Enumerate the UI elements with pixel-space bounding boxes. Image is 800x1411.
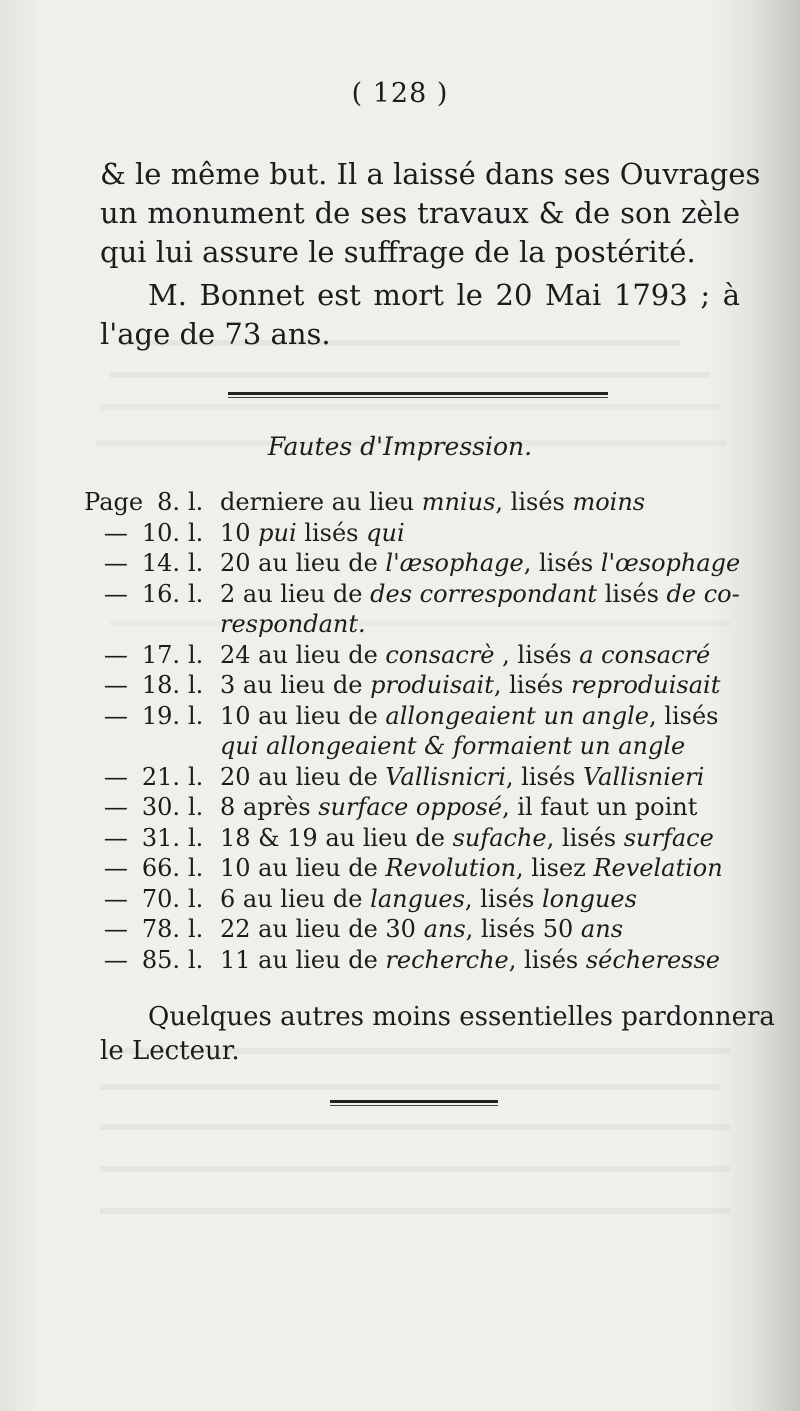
- errata-page-ref: [100, 579, 188, 610]
- errata-mid-text: , lisés: [508, 945, 586, 974]
- errata-row: [100, 914, 740, 945]
- errata-pre-text: 18 & 19 au lieu de: [220, 823, 453, 852]
- errata-wrong-text: sufache: [452, 823, 547, 852]
- errata-line-ref: l.: [188, 915, 204, 943]
- errata-mid-text: , lisés: [464, 884, 542, 913]
- errata-wrong-text: surface opposé: [318, 793, 503, 821]
- errata-pre-text: 10 au lieu de: [220, 701, 386, 730]
- errata-right-text: respondant.: [220, 610, 366, 638]
- errata-page-number: 31.: [141, 823, 180, 852]
- errata-correction: [220, 731, 740, 762]
- errata-page-number: 18.: [141, 671, 180, 699]
- page-number: ( 128 ): [351, 78, 449, 109]
- errata-wrong-text: des correspondant: [370, 579, 598, 608]
- errata-pre-text: 6 au lieu de: [220, 884, 371, 913]
- errata-right-text: qui allongeaient & formaient un angle: [220, 732, 686, 760]
- errata-pre-text: 8 après: [220, 793, 319, 821]
- errata-right-text: sécheresse: [585, 945, 720, 974]
- errata-page-ref: [100, 945, 188, 976]
- errata-right-text: de co-: [666, 579, 740, 608]
- errata-line-ref: l.: [188, 854, 204, 882]
- errata-pre-text: 20 au lieu de: [220, 549, 386, 577]
- errata-mid-text: , lisés: [649, 701, 719, 730]
- errata-row: [100, 701, 740, 732]
- errata-page-number: 8.: [157, 488, 180, 516]
- errata-pre-text: 24 au lieu de: [220, 640, 386, 669]
- errata-mid-text: lisés: [597, 579, 667, 608]
- paragraph-line: Quelques autres moins essentielles pardonnera: [148, 1002, 775, 1032]
- errata-page-ref: [100, 914, 188, 945]
- errata-correction: [220, 518, 740, 549]
- body-paragraph-1: [100, 155, 761, 272]
- errata-page-ref: [84, 487, 188, 518]
- errata-wrong-text: langues: [370, 884, 465, 913]
- errata-right-text: l'œsophage: [600, 549, 741, 577]
- errata-page-label: —: [103, 945, 128, 974]
- errata-page-ref: [100, 518, 188, 549]
- errata-pre-text: 10 au lieu de: [220, 854, 386, 882]
- errata-page-label: —: [103, 793, 128, 821]
- errata-correction: [220, 701, 740, 732]
- errata-pre-text: 22 au lieu de 30: [220, 915, 424, 943]
- errata-correction: [220, 914, 740, 945]
- paragraph-line: M. Bonnet est mort le 20 Mai 1793 ; à: [148, 278, 740, 312]
- errata-page-ref: [100, 701, 188, 732]
- paragraph-line: & le même but. Il a laissé dans ses Ouvrages: [100, 157, 761, 191]
- paragraph-line: un monument de ses travaux & de son zèle: [100, 196, 740, 230]
- errata-page-ref: [100, 548, 188, 579]
- errata-row: [100, 823, 740, 854]
- errata-page-number: 14.: [141, 549, 180, 577]
- errata-line-ref: [188, 609, 220, 640]
- errata-page-ref: [100, 884, 188, 915]
- errata-correction: [220, 609, 740, 640]
- errata-mid-text: , lisés: [505, 762, 583, 791]
- errata-mid-text: , il faut un point: [502, 793, 698, 821]
- errata-page-number: 78.: [141, 915, 180, 943]
- errata-pre-text: 20 au lieu de: [220, 762, 386, 791]
- errata-row: [100, 945, 740, 976]
- errata-correction: [220, 945, 740, 976]
- body-paragraph-2: [100, 276, 740, 354]
- errata-page-ref: [100, 853, 188, 884]
- errata-page-label: —: [103, 884, 128, 913]
- errata-mid-text: , lisés: [523, 549, 601, 577]
- errata-page-ref: [100, 670, 188, 701]
- errata-right-text: qui: [366, 518, 405, 547]
- errata-correction: [220, 884, 740, 915]
- errata-page-ref: [100, 823, 188, 854]
- errata-row: [100, 640, 740, 671]
- paragraph-line: l'age de 73 ans.: [100, 317, 331, 351]
- errata-row: [100, 670, 740, 701]
- errata-page-number: 10.: [141, 518, 180, 547]
- errata-mid-text: , lisés: [494, 640, 580, 669]
- errata-page-ref: [100, 762, 188, 793]
- errata-row: [100, 731, 740, 762]
- errata-mid-text: lisés: [296, 518, 367, 547]
- errata-correction: [220, 640, 740, 671]
- errata-page-label: —: [103, 579, 128, 608]
- errata-row: [100, 609, 740, 640]
- errata-right-text: Revelation: [593, 854, 723, 882]
- errata-page-label: —: [103, 915, 128, 943]
- errata-row: [100, 884, 740, 915]
- errata-right-text: longues: [542, 884, 637, 913]
- errata-row: [100, 792, 740, 823]
- errata-right-text: Vallisnieri: [583, 762, 705, 791]
- errata-page-label: —: [103, 823, 128, 852]
- errata-row: [100, 762, 740, 793]
- errata-pre-text: derniere au lieu: [220, 488, 422, 516]
- errata-line-ref: l.: [188, 518, 204, 547]
- errata-page-label: Page: [84, 488, 144, 516]
- errata-correction: [220, 579, 740, 610]
- errata-list: [84, 487, 741, 975]
- errata-mid-text: , lisés 50: [465, 915, 581, 943]
- paragraph-line: qui lui assure le suffrage de la postérité.: [100, 235, 696, 269]
- errata-wrong-text: Vallisnicri: [385, 762, 506, 791]
- errata-correction: [220, 670, 740, 701]
- errata-wrong-text: Revolution: [385, 854, 517, 882]
- errata-line-ref: l.: [188, 884, 204, 913]
- errata-correction: [220, 762, 740, 793]
- errata-page-label: —: [103, 762, 128, 791]
- errata-page-number: 19.: [141, 701, 180, 730]
- errata-line-ref: [188, 731, 220, 762]
- errata-wrong-text: produisait: [370, 671, 494, 699]
- errata-right-text: surface: [623, 823, 714, 852]
- errata-line-ref: l.: [188, 488, 204, 516]
- errata-wrong-text: pui: [258, 518, 297, 547]
- errata-right-text: ans: [580, 915, 624, 943]
- errata-right-text: reproduisait: [570, 671, 721, 699]
- errata-mid-text: , lisés: [493, 671, 571, 699]
- errata-wrong-text: consacrè: [385, 640, 495, 669]
- errata-page-ref: [100, 731, 188, 762]
- errata-line-ref: l.: [188, 549, 204, 577]
- errata-title: Fautes d'Impression.: [267, 432, 533, 461]
- errata-mid-text: , lisés: [546, 823, 624, 852]
- errata-line-ref: l.: [188, 823, 204, 852]
- errata-wrong-text: l'æsophage: [385, 549, 524, 577]
- errata-wrong-text: allongeaient un angle: [385, 701, 650, 730]
- errata-line-ref: l.: [188, 945, 204, 974]
- errata-page-number: 16.: [141, 579, 180, 608]
- errata-row: [100, 518, 740, 549]
- errata-page-number: 66.: [141, 854, 180, 882]
- paragraph-line: le Lecteur.: [100, 1036, 240, 1066]
- errata-page-label: —: [103, 854, 128, 882]
- errata-line-ref: l.: [188, 701, 204, 730]
- errata-pre-text: 11 au lieu de: [220, 945, 386, 974]
- errata-mid-text: , lisés: [495, 488, 573, 516]
- errata-pre-text: 2 au lieu de: [220, 579, 371, 608]
- errata-page-ref: [100, 792, 188, 823]
- errata-page-number: 70.: [141, 884, 180, 913]
- errata-page-number: 17.: [141, 640, 180, 669]
- errata-page-number: 21.: [141, 762, 180, 791]
- errata-pre-text: 3 au lieu de: [220, 671, 371, 699]
- errata-line-ref: l.: [188, 762, 204, 791]
- errata-correction: [220, 548, 740, 579]
- errata-correction: [220, 487, 740, 518]
- errata-page-label: —: [103, 549, 128, 577]
- errata-page-label: —: [103, 640, 128, 669]
- errata-page-ref: [100, 640, 188, 671]
- errata-pre-text: 10: [220, 518, 259, 547]
- errata-correction: [220, 792, 740, 823]
- errata-page-number: 30.: [141, 793, 180, 821]
- errata-row: [84, 487, 740, 518]
- errata-correction: [220, 823, 740, 854]
- errata-page-label: —: [103, 518, 128, 547]
- errata-line-ref: l.: [188, 579, 204, 608]
- errata-line-ref: l.: [188, 671, 204, 699]
- errata-correction: [220, 853, 740, 884]
- errata-page-label: —: [103, 671, 128, 699]
- errata-wrong-text: recherche: [385, 945, 509, 974]
- errata-right-text: moins: [572, 488, 646, 516]
- errata-right-text: a consacré: [579, 640, 711, 669]
- errata-row: [100, 548, 740, 579]
- errata-row: [100, 853, 740, 884]
- errata-line-ref: l.: [188, 640, 204, 669]
- errata-wrong-text: ans: [423, 915, 466, 943]
- closing-paragraph: [100, 1000, 775, 1068]
- errata-page-number: 85.: [141, 945, 180, 974]
- errata-mid-text: , lisez: [516, 854, 594, 882]
- errata-page-ref: [100, 609, 188, 640]
- errata-line-ref: l.: [188, 793, 204, 821]
- errata-wrong-text: mnius: [421, 488, 496, 516]
- errata-page-label: —: [103, 701, 128, 730]
- errata-row: [100, 579, 740, 610]
